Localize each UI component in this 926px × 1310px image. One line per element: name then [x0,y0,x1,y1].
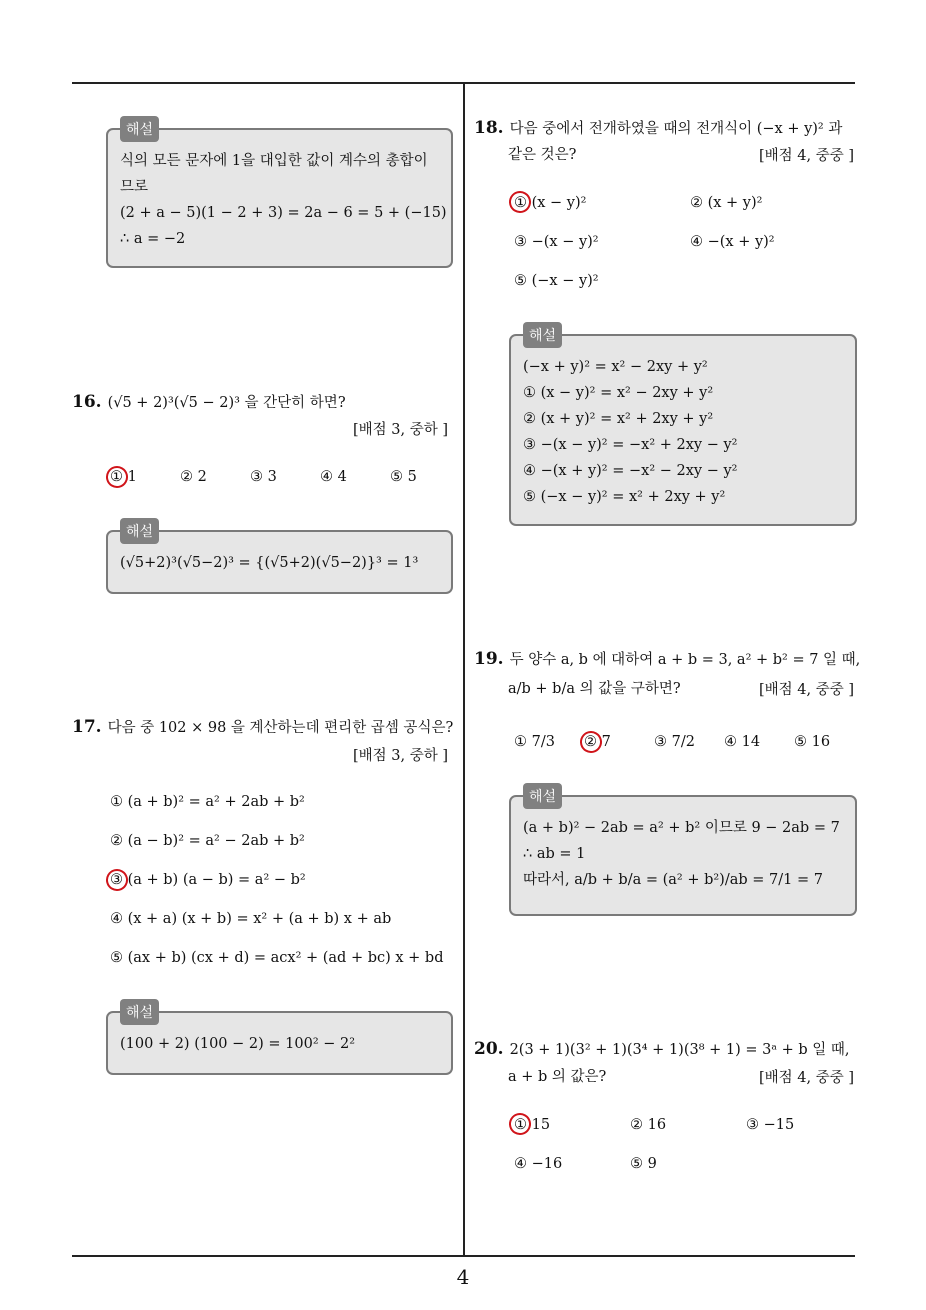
q19-solution-box [509,789,857,916]
solution-tag: 해설 [120,518,159,544]
q16-option-3[interactable]: ③ 3 [250,469,277,485]
q20-question [474,1036,849,1063]
q19-option-1[interactable]: ① 7/3 [514,734,555,750]
q16-points: [배점 3, 중하 ] [352,422,448,438]
q18-option-1[interactable]: ① (x − y)² [514,195,587,211]
question-text: (√5 + 2)³(√5 − 2)³ 을 간단히 하면? [107,395,346,411]
column-divider [463,83,465,1257]
question-text: 다음 중 102 × 98 을 계산하는데 편리한 곱셈 공식은? [107,720,454,736]
solution-tag: 해설 [523,322,562,348]
question-text: 다음 중에서 전개하였을 때의 전개식이 (−x + y)² 과 [509,121,843,137]
q16-option-4[interactable]: ④ 4 [320,469,347,485]
solution-line: ② (x + y)² = x² + 2xy + y² [523,411,714,427]
q17-option-4[interactable]: ④ (x + a) (x + b) = x² + (a + b) x + ab [110,911,392,927]
solution-line: ∴ ab = 1 [523,846,586,862]
q20-option-2[interactable]: ② 16 [630,1117,667,1133]
q17-points: [배점 3, 중하 ] [352,748,448,764]
solution-line: (a + b)² − 2ab = a² + b² 이므로 9 − 2ab = 7 [523,820,840,836]
q18-option-3[interactable]: ③ −(x − y)² [514,234,599,250]
question-number: 18. [474,118,504,138]
q20-option-3[interactable]: ③ −15 [746,1117,795,1133]
q16-option-1[interactable]: ① 1 [110,469,137,485]
solution-line: (100 + 2) (100 − 2) = 100² − 2² [120,1036,356,1052]
q18-option-5[interactable]: ⑤ (−x − y)² [514,273,599,289]
solution-line: (2 + a − 5)(1 − 2 + 3) = 2a − 6 = 5 + (−15) [120,205,447,221]
solution-tag: 해설 [523,783,562,809]
answer-mark-circle [507,1111,534,1138]
q18-question [474,115,842,142]
solution-line: ④ −(x + y)² = −x² − 2xy − y² [523,463,738,479]
question-number: 20. [474,1039,504,1059]
solution-tag: 해설 [120,116,159,142]
q18-option-2[interactable]: ② (x + y)² [690,195,763,211]
q19-question-cont: a/b + b/a 의 값을 구하면? [508,681,681,697]
q16-question [72,389,346,416]
q17-option-5[interactable]: ⑤ (ax + b) (cx + d) = acx² + (ad + bc) x + bd [110,950,444,966]
q18-points: [배점 4, 중중 ] [758,148,854,164]
q19-question [474,646,860,673]
solution-line: ⑤ (−x − y)² = x² + 2xy + y² [523,489,726,505]
question-number: 17. [72,717,102,737]
q17-question [72,714,453,741]
solution-line: 따라서, a/b + b/a = (a² + b²)/ab = 7/1 = 7 [523,872,823,888]
q20-question-cont: a + b 의 값은? [508,1069,607,1085]
answer-mark-circle [507,189,534,216]
solution-line: ③ −(x − y)² = −x² + 2xy − y² [523,437,738,453]
answer-mark-circle [578,729,605,756]
q19-option-5[interactable]: ⑤ 16 [794,734,831,750]
q20-option-1[interactable]: ① 15 [514,1117,551,1133]
solution-line: ∴ a = −2 [120,231,186,247]
q17-solution-box [106,1005,453,1075]
solution-line: (√5+2)³(√5−2)³ = {(√5+2)(√5−2)}³ = 1³ [120,555,419,571]
solution-line: ① (x − y)² = x² − 2xy + y² [523,385,714,401]
q19-points: [배점 4, 중중 ] [758,682,854,698]
question-number: 16. [72,392,102,412]
solution-line: 식의 모든 문자에 1을 대입한 값이 계수의 총합이 [120,153,428,169]
q20-points: [배점 4, 중중 ] [758,1070,854,1086]
q17-option-2[interactable]: ② (a − b)² = a² − 2ab + b² [110,833,305,849]
answer-mark-circle [104,464,131,491]
question-number: 19. [474,649,504,669]
q19-option-3[interactable]: ③ 7/2 [654,734,695,750]
q16-solution-box [106,524,453,594]
q16-option-5[interactable]: ⑤ 5 [390,469,417,485]
solution-tag: 해설 [120,999,159,1025]
answer-mark-circle [104,867,131,894]
q18-question-cont: 같은 것은? [508,147,577,163]
q15-solution-box [106,122,453,268]
question-text: 2(3 + 1)(3² + 1)(3⁴ + 1)(3⁸ + 1) = 3ᵃ + b 일 때, [509,1042,850,1058]
solution-line: 므로 [120,179,149,195]
q20-option-5[interactable]: ⑤ 9 [630,1156,657,1172]
solution-line: (−x + y)² = x² − 2xy + y² [523,359,708,375]
q20-option-4[interactable]: ④ −16 [514,1156,563,1172]
q18-solution-box [509,328,857,526]
q17-option-1[interactable]: ① (a + b)² = a² + 2ab + b² [110,794,305,810]
q18-option-4[interactable]: ④ −(x + y)² [690,234,775,250]
q19-option-4[interactable]: ④ 14 [724,734,761,750]
q19-option-2[interactable]: ② 7 [584,734,611,750]
question-text: 두 양수 a, b 에 대하여 a + b = 3, a² + b² = 7 일 때, [509,652,861,668]
page-number: 4 [456,1265,470,1289]
q16-option-2[interactable]: ② 2 [180,469,207,485]
q17-option-3[interactable]: ③ (a + b) (a − b) = a² − b² [110,872,306,888]
